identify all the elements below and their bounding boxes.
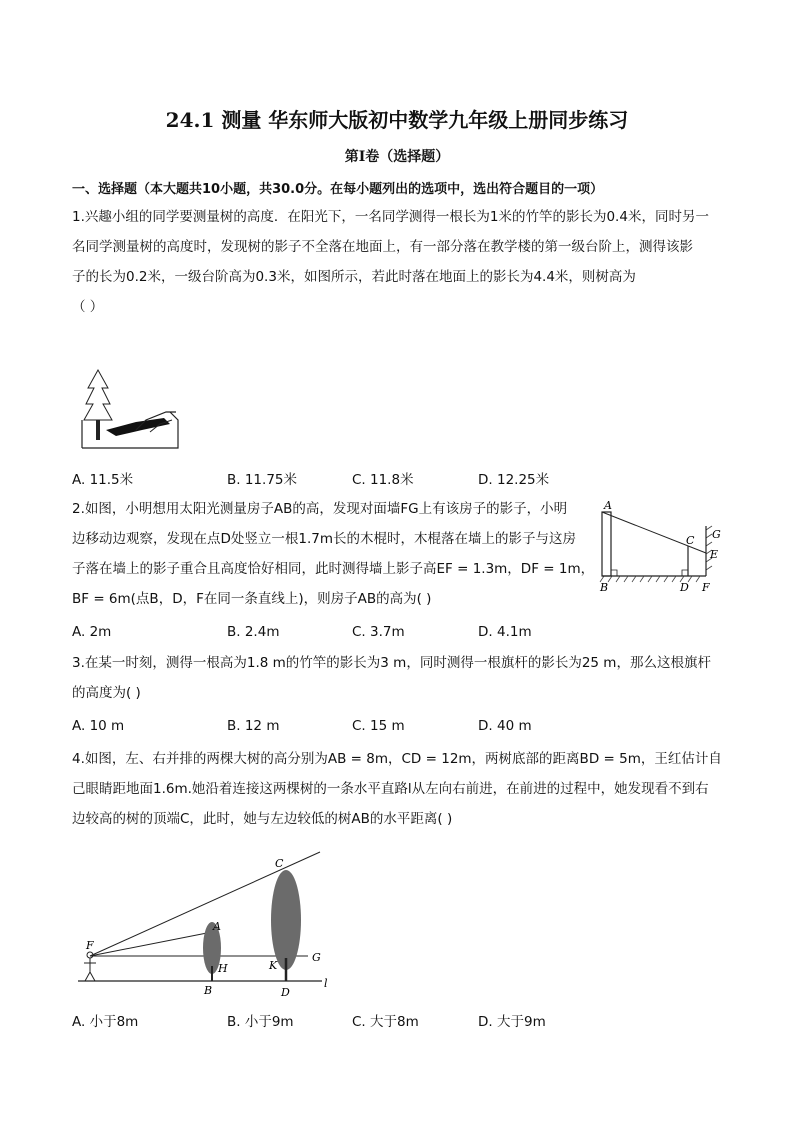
- label-c: C: [686, 534, 695, 547]
- option-a[interactable]: A. 小于8m: [72, 1014, 139, 1030]
- question-line: 2.如图，小明想用太阳光测量房子AB的高，发现对面墙FG上有该房子的影子，小明: [72, 501, 568, 517]
- label-g: G: [712, 528, 721, 541]
- question-line: 边较高的树的顶端C，此时，她与左边较低的树AB的水平距离( ): [72, 811, 453, 827]
- question-line: 名同学测量树的高度时，发现树的影子不全落在地面上，有一部分落在教学楼的第一级台阶上，测得该影: [72, 239, 693, 255]
- option-d[interactable]: D. 4.1m: [478, 624, 532, 640]
- label-d: D: [680, 581, 689, 594]
- option-b[interactable]: B. 小于9m: [227, 1014, 294, 1030]
- question-line: BF = 6m(点B，D，F在同一条直线上)，则房子AB的高为( ): [72, 591, 432, 607]
- label-e: E: [710, 548, 719, 561]
- label-l: l: [324, 977, 328, 990]
- label-f: F: [86, 939, 94, 952]
- option-b[interactable]: B. 12 m: [227, 718, 280, 734]
- label-d: D: [281, 986, 290, 999]
- option-d[interactable]: D. 40 m: [478, 718, 532, 734]
- label-a: A: [213, 920, 221, 933]
- option-b[interactable]: B. 11.75米: [227, 472, 297, 488]
- figure-tree-shadow: [76, 360, 186, 452]
- section-heading: 一、选择题（本大题共10小题，共30.0分。在每小题列出的选项中，选出符合题目的一项）: [72, 182, 604, 197]
- figure-house-shadow: [592, 496, 726, 596]
- question-line: 的高度为( ): [72, 685, 141, 701]
- label-b: B: [600, 581, 609, 594]
- label-b: B: [204, 984, 213, 997]
- question-line: 边移动边观察，发现在点D处竖立一根1.7m长的木棍时，木棍落在墙上的影子与这房: [72, 531, 577, 547]
- label-k: K: [269, 959, 278, 972]
- question-line: 子的长为0.2米，一级台阶高为0.3米，如图所示，若此时落在地面上的影长为4.4米，则树高为: [72, 269, 636, 285]
- label-c: C: [275, 857, 284, 870]
- label-f: F: [702, 581, 710, 594]
- figure-two-trees: [72, 848, 342, 1003]
- question-1: [72, 202, 732, 322]
- question-line: 1.兴趣小组的同学要测量树的高度．在阳光下，一名同学测得一根长为1米的竹竿的影长为0.4米，同时另一: [72, 209, 709, 225]
- label-g: G: [312, 951, 321, 964]
- label-a: A: [604, 499, 612, 512]
- option-a[interactable]: A. 11.5米: [72, 472, 134, 488]
- question-line: 己眼睛距地面1.6m.她沿着连接这两棵树的一条水平直路l从左向右前进，在前进的过程中，她发现看不到右: [72, 781, 709, 797]
- question-2: [72, 494, 595, 614]
- label-h: H: [218, 962, 228, 975]
- option-c[interactable]: C. 11.8米: [352, 472, 414, 488]
- option-d[interactable]: D. 12.25米: [478, 472, 550, 488]
- option-d[interactable]: D. 大于9m: [478, 1014, 546, 1030]
- question-4: [72, 744, 732, 834]
- option-c[interactable]: C. 大于8m: [352, 1014, 419, 1030]
- question-3: [72, 648, 732, 708]
- option-b[interactable]: B. 2.4m: [227, 624, 280, 640]
- option-c[interactable]: C. 15 m: [352, 718, 405, 734]
- page-subtitle: 第I卷（选择题）: [344, 149, 450, 165]
- option-a[interactable]: A. 10 m: [72, 718, 125, 734]
- page-title: 24.1 测量 华东师大版初中数学九年级上册同步练习: [165, 108, 629, 132]
- option-a[interactable]: A. 2m: [72, 624, 112, 640]
- question-line: （ ）: [72, 299, 104, 315]
- question-line: 子落在墙上的影子重合且高度恰好相同，此时测得墙上影子高EF = 1.3m，DF = 1m，: [72, 561, 595, 577]
- question-line: 4.如图，左、右并排的两棵大树的高分别为AB = 8m，CD = 12m，两树底部的距离BD = 5m，王红估计自: [72, 751, 722, 767]
- option-c[interactable]: C. 3.7m: [352, 624, 405, 640]
- question-line: 3.在某一时刻，测得一根高为1.8 m的竹竿的影长为3 m，同时测得一根旗杆的影长为25 m，那么这根旗杆: [72, 655, 711, 671]
